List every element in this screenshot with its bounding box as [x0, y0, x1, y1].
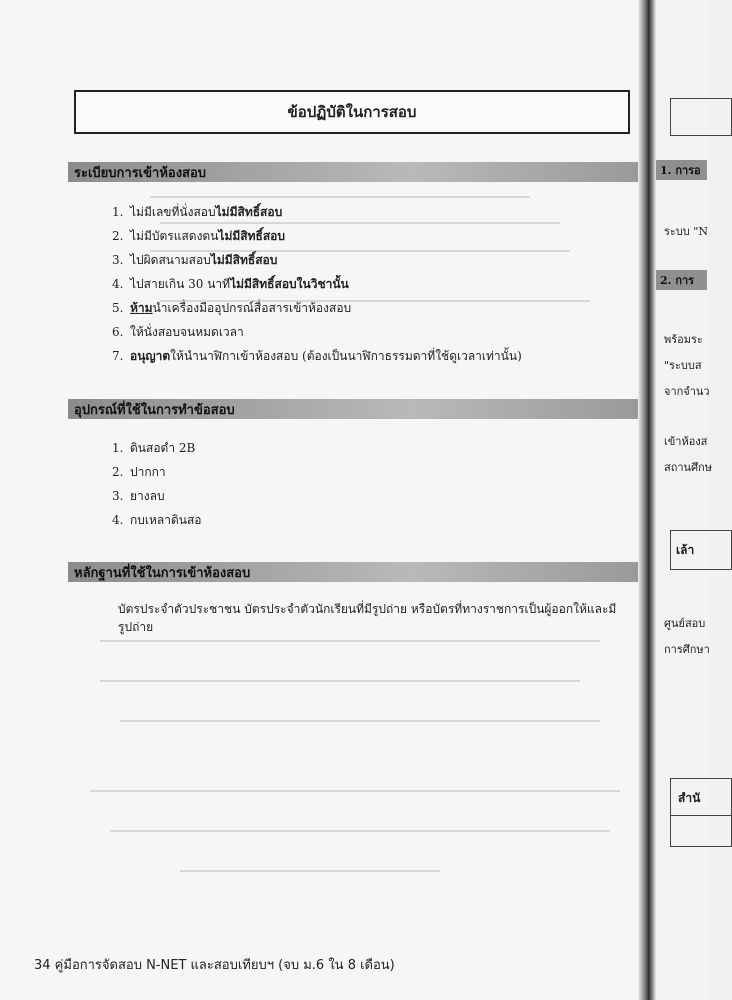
list-item: [112, 320, 522, 344]
item-number: 3.: [112, 489, 124, 503]
facing-page: [656, 0, 712, 1000]
bleed-through: [90, 790, 620, 792]
item-number: 4.: [112, 277, 124, 291]
facing-title-box: [670, 98, 732, 136]
item-number: 5.: [112, 301, 124, 315]
equipment-list: [112, 436, 202, 532]
facing-text-line: พร้อมระ: [664, 333, 703, 346]
list-item: [112, 508, 202, 532]
page-title: ข้อปฏิบัติในการสอบ: [287, 103, 417, 121]
bleed-through: [110, 830, 610, 832]
item-lead-word: ห้าม: [130, 301, 153, 315]
item-text: ไปผิดสนามสอบ: [130, 253, 211, 267]
facing-text-line: "ระบบส: [664, 359, 702, 372]
entry-rules-list: [112, 200, 522, 368]
item-number: 7.: [112, 349, 124, 363]
list-item: [112, 272, 522, 296]
page-footer: 34 คู่มือการจัดสอบ N-NET และสอบเทียบฯ (จบ ม.6 ใน 8 เดือน): [34, 958, 395, 973]
section-heading-evidence: [68, 562, 638, 582]
facing-text-line: การศึกษา: [664, 643, 710, 656]
item-text: นำเครื่องมืออุปกรณ์สื่อสารเข้าห้องสอบ: [152, 301, 352, 315]
item-text: ปากกา: [130, 465, 166, 479]
section-heading-entry-rules: [68, 162, 638, 182]
item-text: ให้นั่งสอบจนหมดเวลา: [130, 325, 244, 339]
item-emphasis: ไม่มีสิทธิ์สอบในวิชานั้น: [230, 277, 349, 291]
item-number: 1.: [112, 441, 124, 455]
item-text: ไม่มีบัตรแสดงตน: [130, 229, 219, 243]
section-heading-label: หลักฐานที่ใช้ในการเข้าห้องสอบ: [74, 565, 251, 581]
bleed-through: [180, 870, 440, 872]
item-text: ดินสอดำ 2B: [130, 441, 196, 455]
facing-text-line: จากจำนว: [664, 385, 710, 398]
item-lead-word: อนุญาต: [130, 349, 171, 363]
facing-section-bar: 1. การอ: [656, 160, 707, 180]
facing-text-line: เข้าห้องส: [664, 435, 708, 448]
item-emphasis: ไม่มีสิทธิ์สอบ: [218, 229, 285, 243]
list-item: [112, 200, 522, 224]
facing-section-bar: 2. การ: [656, 270, 707, 290]
list-item: [112, 344, 522, 368]
list-item: [112, 436, 202, 460]
item-text: ไม่มีเลขที่นั่งสอบ: [130, 205, 216, 219]
item-emphasis: ไม่มีสิทธิ์สอบ: [215, 205, 283, 219]
evidence-text: บัตรประจำตัวประชาชน บัตรประจำตัวนักเรียนที่มีรูปถ่าย หรือบัตรที่ทางราชการเป็นผู้ออกให้และมีรูปถ่าย: [118, 602, 617, 634]
item-text: กบเหลาดินสอ: [130, 513, 202, 527]
list-item: [112, 296, 522, 320]
page-title-box: [74, 90, 630, 134]
item-number: 6.: [112, 325, 124, 339]
item-number: 4.: [112, 513, 124, 527]
item-text: ให้นำนาฬิกาเข้าห้องสอบ (ต้องเป็นนาฬิกาธรรมดาที่ใช้ดูเวลาเท่านั้น): [170, 349, 522, 363]
item-text: ไปสายเกิน 30 นาที: [130, 277, 231, 291]
bleed-through: [100, 640, 600, 642]
item-number: 2.: [112, 465, 124, 479]
book-spine-shadow: [638, 0, 656, 1000]
bleed-through: [120, 720, 600, 722]
bleed-through: [100, 680, 580, 682]
facing-box-label: สำนั: [678, 791, 701, 805]
list-item: [112, 248, 522, 272]
item-text: ยางลบ: [130, 489, 165, 503]
section-heading-label: อุปกรณ์ที่ใช้ในการทำข้อสอบ: [74, 402, 235, 418]
item-number: 1.: [112, 205, 124, 219]
item-emphasis: ไม่มีสิทธิ์สอบ: [210, 253, 278, 267]
section-heading-equipment: [68, 399, 638, 419]
facing-text-line: ศูนย์สอบ: [664, 617, 706, 630]
facing-box: [670, 806, 732, 847]
item-number: 3.: [112, 253, 124, 267]
list-item: [112, 484, 202, 508]
facing-text-line: ระบบ "N: [664, 225, 708, 238]
section-heading-label: ระเบียบการเข้าห้องสอบ: [74, 165, 207, 181]
bleed-through: [150, 196, 530, 198]
list-item: [112, 224, 522, 248]
facing-text-line: สถานศึกษ: [664, 461, 712, 474]
item-number: 2.: [112, 229, 124, 243]
facing-box-label: เล้า: [676, 543, 695, 557]
list-item: [112, 460, 202, 484]
